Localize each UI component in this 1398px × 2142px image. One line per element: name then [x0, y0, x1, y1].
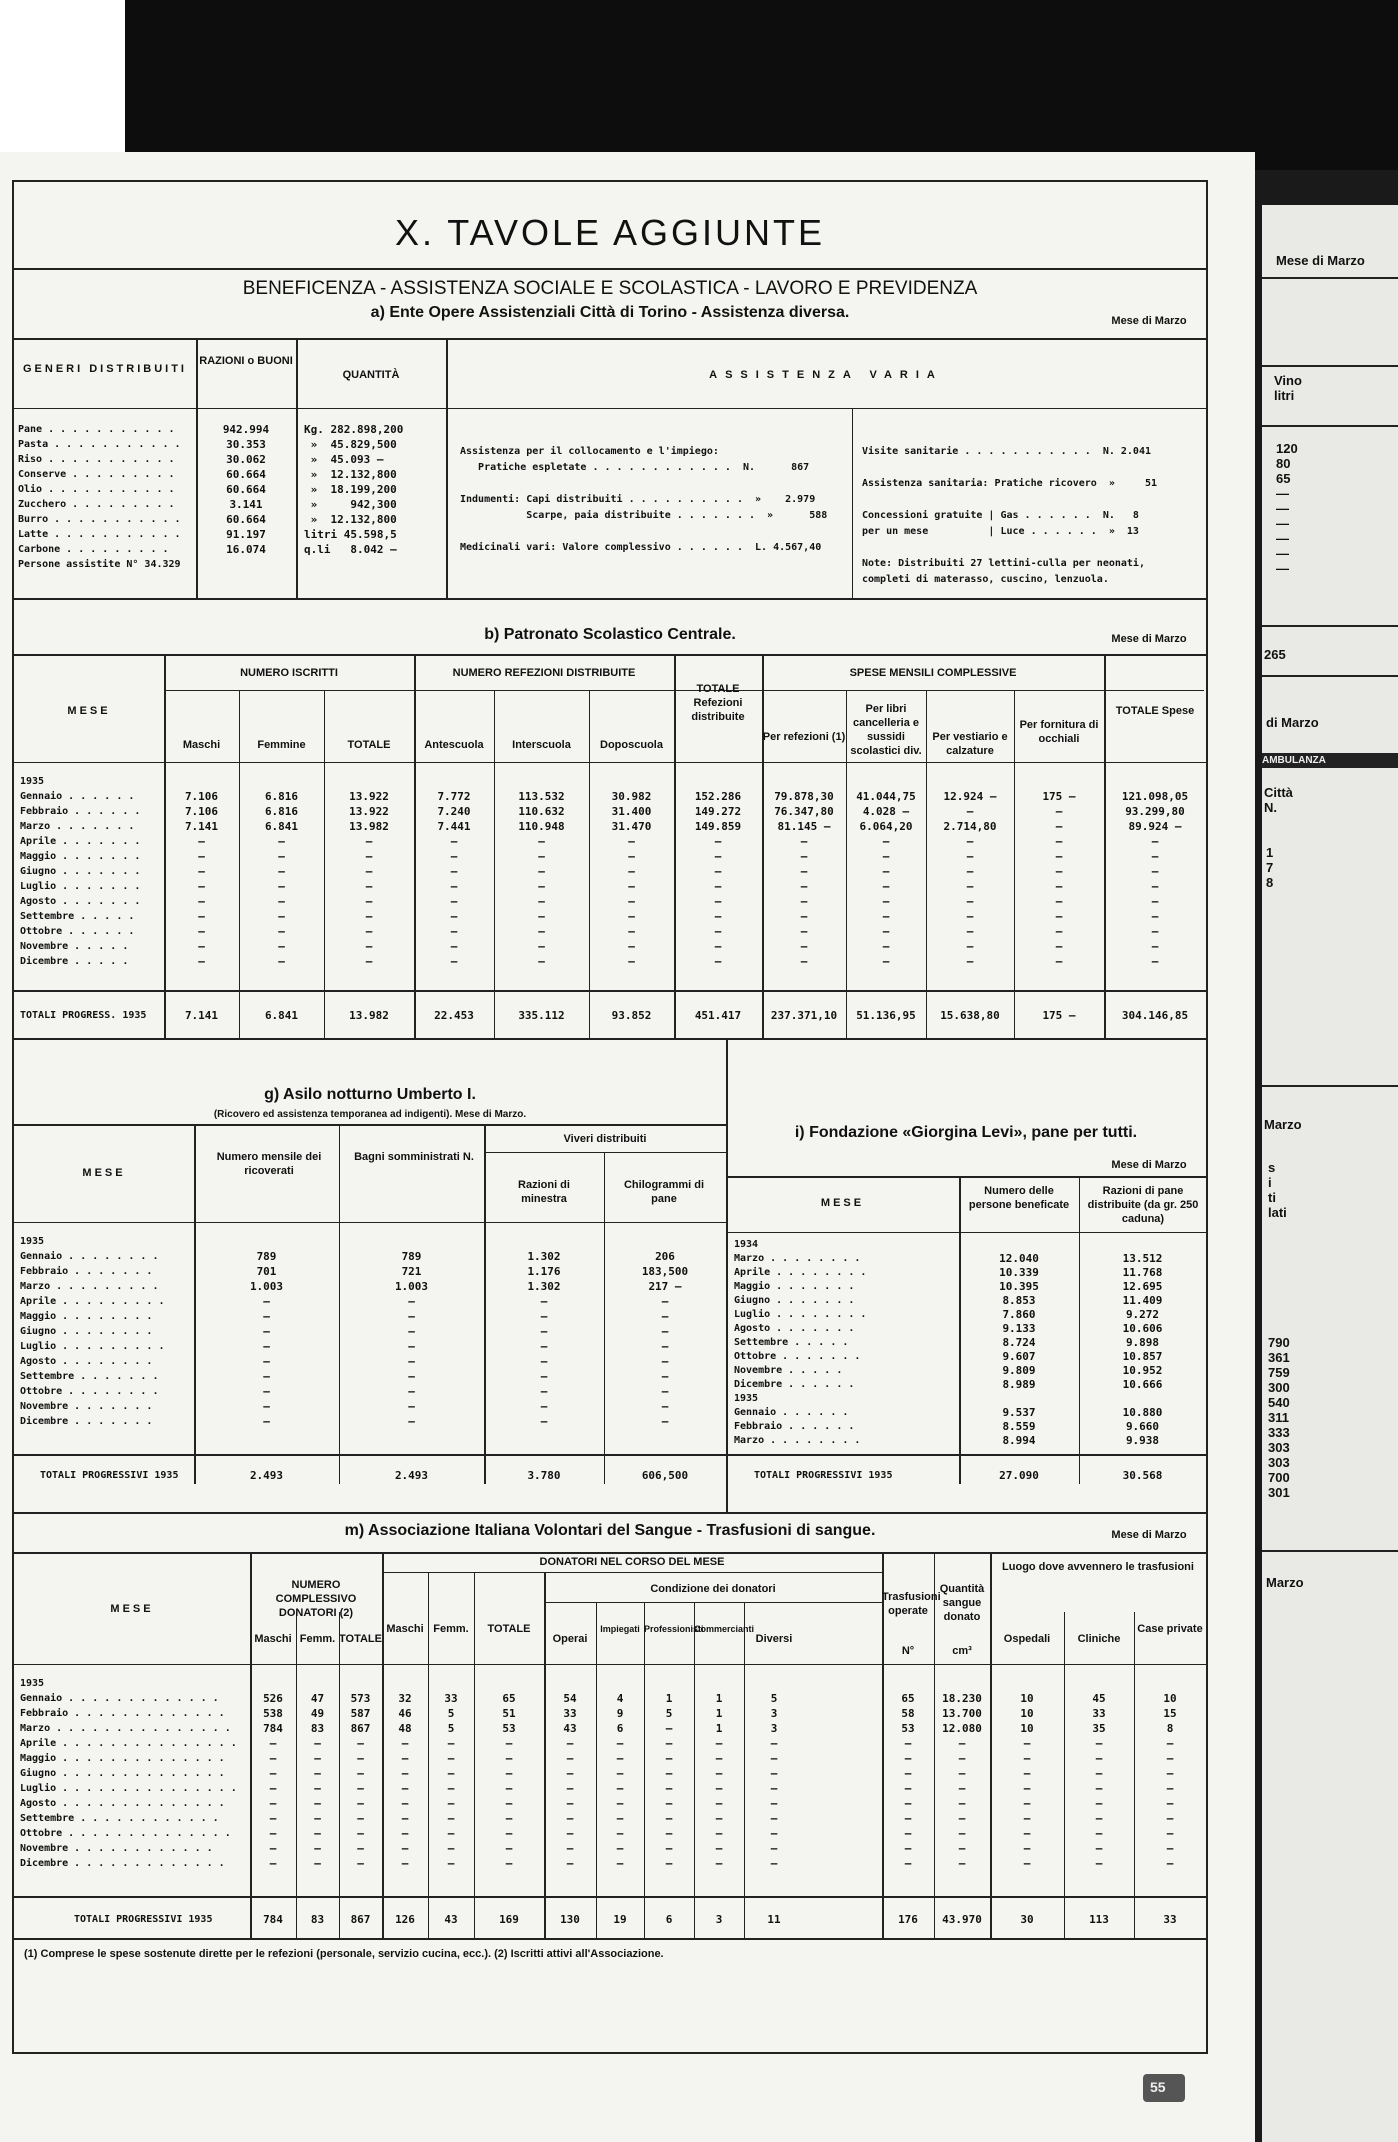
table-rule — [484, 1152, 726, 1153]
facing-page-citta: Città N. — [1264, 785, 1293, 815]
razioni-list: 942.994 30.353 30.062 60.664 60.664 3.141 60.664 91.197 16.074 — [222, 423, 270, 556]
m-header-col: Ospedali — [1003, 1633, 1051, 1645]
m-total-cell: 33 — [1163, 1913, 1177, 1926]
table-rule — [14, 1454, 726, 1456]
m-header-col: Maschi — [386, 1623, 424, 1635]
m-header-trasfusioni: Trasfusioni operate — [882, 1591, 941, 1617]
g-header-pane: Chilogrammi di pane — [623, 1179, 705, 1205]
m-header-mese: MESE — [110, 1603, 154, 1615]
m-total-cell: 867 — [350, 1913, 371, 1926]
m-total-cell: 126 — [395, 1913, 415, 1926]
m-col: 4 9 6 — — — — — — — — — — [616, 1692, 624, 1870]
b-totale-refezioni: 152.286 149.272 149.859 — — — — — — — — — — [694, 790, 742, 968]
b-totale: 13.922 13.922 13.982 — — — — — — — — — — [349, 790, 389, 968]
section-b-month: Mese di Marzo — [1111, 633, 1187, 645]
table-rule — [726, 1232, 1206, 1233]
table-rule — [14, 338, 1206, 340]
m-total-cell: 83 — [310, 1913, 325, 1926]
b-total-cell: 22.453 — [434, 1009, 474, 1022]
m-col: 1 5 — — — — — — — — — — — [665, 1692, 673, 1870]
header-numero-refezioni: NUMERO REFEZIONI DISTRIBUITE — [452, 667, 636, 679]
g-total-cell: 2.493 — [249, 1469, 284, 1482]
facing-page-rule — [1262, 365, 1398, 367]
m-total-cell: 19 — [613, 1913, 627, 1926]
g-header-razioni: Razioni di minestra — [518, 1179, 570, 1205]
b-total-cell: 237.371,10 — [770, 1009, 838, 1022]
section-a-month: Mese di Marzo — [1111, 315, 1187, 327]
g-months: 1935 Gennaio . . . . . . . . Febbraio . . . . . . . Marzo . . . . . . . . . Aprile . . . . . . . . . Maggio . . . . . . . . Giugno . . . . . . . . Luglio . . . . . . . . . Agosto . . . . . . . . Settembre . . . . . . . Ottobre . . . . . . . . Novembre . . . . . . . Dicembre . . . . . . . — [20, 1236, 165, 1427]
m-header-col: Professionisti — [644, 1624, 704, 1634]
m-total-cell: 176 — [898, 1913, 918, 1926]
b-total-cell: 6.841 — [264, 1009, 299, 1022]
m-header-col: Femm. — [433, 1623, 469, 1635]
facing-page-vino-label: Vino litri — [1274, 373, 1302, 403]
facing-page-month: Mese di Marzo — [1276, 253, 1365, 268]
facing-page-month-3: Marzo — [1264, 1117, 1302, 1132]
table-rule — [726, 1176, 1206, 1178]
b-maschi: 7.106 7.106 7.141 — — — — — — — — — — [184, 790, 219, 968]
quantita-list: Kg. 282.898,200 » 45.829,500 » 45.093 — » 12.132,800 » 18.199,200 » 942,300 » 12.132,800 litri 45.598,5 q.li 8.042 — — [304, 423, 404, 556]
table-rule — [544, 1602, 882, 1603]
facing-page-month-2: di Marzo — [1266, 715, 1319, 730]
m-header-col: Case private — [1137, 1623, 1203, 1635]
m-col: 1 1 1 — — — — — — — — — — [715, 1692, 723, 1870]
m-header-luogo: Luogo dove avvennero le trasfusioni — [1002, 1561, 1194, 1573]
table-rule — [14, 1938, 1206, 1940]
section-b-title: b) Patronato Scolastico Centrale. — [484, 626, 736, 643]
m-header-col: TOTALE — [339, 1633, 382, 1645]
g-total-cell: 3.780 — [527, 1469, 561, 1482]
m-col: 54 33 43 — — — — — — — — — — [563, 1692, 577, 1870]
m-col: 33 5 5 — — — — — — — — — — [444, 1692, 458, 1870]
table-rule — [14, 654, 1206, 656]
m-months: 1935 Gennaio . . . . . . . . . . . . . Febbraio . . . . . . . . . . . . . Marzo . . . . . . . . . . . . . . . Aprile . . . . . . . . . . . . . . . Maggio . . . . . . . . . . . . . . Giugno . . . . . . . . . . . . . . Luglio . . . . . . . . . . . . . . . Agosto . . . . . . . . . . . . . . Settembre . . . . . . . . . . . . Ottobre . . . . . . . . . . . . . . Novembre . . . . . . . . . . . . Dicembre . . . . . . . . . . . . . — [20, 1678, 237, 1869]
g-bagni: 789 721 1.003 — — — — — — — — — — [394, 1250, 429, 1428]
g-total-cell: 606,500 — [641, 1469, 689, 1482]
header-maschi: Maschi — [182, 739, 221, 751]
i-razioni: 13.512 11.768 12.695 11.409 9.272 10.606 9.898 10.857 10.952 10.666 10.880 9.660 9.938 — [1122, 1252, 1163, 1447]
header-totale: TOTALE — [347, 739, 391, 751]
b-total-cell: 335.112 — [518, 1009, 565, 1022]
m-col: 32 46 48 — — — — — — — — — — [398, 1692, 412, 1870]
b-femmine: 6.816 6.816 6.841 — — — — — — — — — — [264, 790, 299, 968]
b-total-cell: 51.136,95 — [856, 1009, 916, 1022]
b-interscuola: 113.532 110.632 110.948 — — — — — — — — — — [518, 790, 565, 968]
document-page — [0, 152, 1255, 2142]
assistenza-varia-left: Assistenza per il collocamento e l'impiego: Pratiche espletate . . . . . . . . . . . . N. 867 Indumenti: Capi distribuiti . . . . . . . . . . » 2.979 Scarpe, paia distribuite . . . . . . . » 588 Medicinali vari: Valore complessivo . . . . . . L. 4.567,40 — [460, 446, 828, 553]
facing-page-total: 265 — [1264, 647, 1286, 662]
scan-background — [0, 0, 1398, 170]
facing-page-values-3: 790 361 759 300 540 311 333 303 303 700 301 — [1268, 1335, 1290, 1500]
b-totals-label: TOTALI PROGRESS. 1935 — [20, 1010, 147, 1021]
b-spese-libri: 41.044,75 4.028 — 6.064,20 — — — — — — — — — — [856, 790, 916, 968]
table-rule — [14, 1512, 1206, 1514]
title-rule — [14, 268, 1206, 270]
section-m-title: m) Associazione Italiana Volontari del Sangue - Trasfusioni di sangue. — [344, 1522, 876, 1539]
section-i-month: Mese di Marzo — [1111, 1159, 1187, 1171]
table-rule — [14, 408, 1206, 409]
m-header-col: Cliniche — [1077, 1633, 1121, 1645]
i-header-persone: Numero delle persone beneficate — [968, 1185, 1070, 1211]
m-header-condizione: Condizione dei donatori — [650, 1583, 776, 1595]
m-header-complessivo: NUMERO COMPLESSIVO DONATORI (2) — [275, 1579, 357, 1619]
b-total-cell: 7.141 — [184, 1009, 219, 1022]
facing-page-ambulanza: AMBULANZA — [1262, 753, 1398, 768]
i-persone: 12.040 10.339 10.395 8.853 7.860 9.133 8.724 9.607 9.809 8.989 9.537 8.559 8.994 — [999, 1252, 1039, 1447]
facing-page-values-2: 1 7 8 — [1266, 845, 1274, 890]
m-col: 65 58 53 — — — — — — — — — — [901, 1692, 915, 1870]
header-doposcuola: Doposcuola — [600, 739, 663, 751]
m-total-cell: 130 — [560, 1913, 580, 1926]
scan-margin — [0, 0, 125, 165]
facing-page-rule — [1262, 1085, 1398, 1087]
generi-list: Pane . . . . . . . . . . . Pasta . . . . . . . . . . . Riso . . . . . . . . . . . Conserve . . . . . . . . . Olio . . . . . . . . . . . Zucchero . . . . . . . . . Burro . . . . . . . . . . . Latte . . . . . . . . . . . Carbone . . . . . . . . . Persone assistite N° 34.329 — [18, 424, 181, 570]
header-totale-spese: TOTALE Spese — [1115, 705, 1195, 717]
facing-page-rule — [1262, 1550, 1398, 1552]
table-rule — [14, 1664, 1206, 1665]
i-header-razioni: Razioni di pane distribuite (da gr. 250 caduna) — [1087, 1185, 1199, 1225]
i-total-cell: 27.090 — [999, 1469, 1039, 1482]
m-total-cell: 30 — [1020, 1913, 1034, 1926]
section-a-title: a) Ente Opere Assistenziali Città di Torino - Assistenza diversa. — [370, 304, 850, 321]
footnotes: (1) Comprese le spese sostenute dirette per le refezioni (personale, servizio cucina, ecc.). (2) Iscritti attivi all'Associazione. — [24, 1948, 664, 1960]
m-header-col: Commercianti — [694, 1624, 755, 1634]
section-g-title: g) Asilo notturno Umberto I. — [264, 1086, 476, 1103]
m-total-cell: 113 — [1089, 1913, 1109, 1926]
facing-page-values: 120 80 65 — — — — — — — [1276, 441, 1298, 576]
g-header-ricoverati: Numero mensile dei ricoverati — [216, 1151, 322, 1177]
b-total-cell: 175 — — [1042, 1009, 1076, 1022]
header-assistenza-varia: ASSISTENZA VARIA — [709, 369, 943, 381]
section-g-subtitle: (Ricovero ed assistenza temporanea ad indigenti). Mese di Marzo. — [213, 1109, 527, 1120]
header-spese-mensili: SPESE MENSILI COMPLESSIVE — [849, 667, 1017, 679]
header-razioni: RAZIONI o BUONI — [199, 355, 293, 367]
header-quantita: QUANTITÀ — [342, 369, 400, 381]
m-col: 65 51 53 — — — — — — — — — — [502, 1692, 516, 1870]
m-col: 526 538 784 — — — — — — — — — — [263, 1692, 283, 1870]
m-col: 18.230 13.700 12.080 — — — — — — — — — — [942, 1692, 982, 1870]
assistenza-varia-right: Visite sanitarie . . . . . . . . . . . N. 2.041 Assistenza sanitaria: Pratiche ricovero » 51 Concessioni gratuite | Gas . . . . . . N. 8 per un mese | Luce . . . . . . » 13 Note: Distribuiti 27 lettini-culla per neonati, completi di materasso, cuscino, lenzuola. — [862, 446, 1158, 585]
b-spese-refezioni: 79.878,30 76.347,80 81.145 — — — — — — — — — — — [774, 790, 834, 968]
header-per-refezioni: Per refezioni (1) — [762, 731, 846, 743]
header-femmine: Femmine — [257, 739, 306, 751]
m-header-col: Impiegati — [600, 1624, 640, 1634]
page-frame — [12, 180, 1208, 2054]
facing-page-fragment — [1262, 205, 1398, 2142]
facing-page-labels: s i ti lati — [1268, 1160, 1287, 1220]
m-col: 45 33 35 — — — — — — — — — — [1092, 1692, 1106, 1870]
b-spese-occhiali: 175 — — — — — — — — — — — — — [1042, 790, 1076, 968]
table-rule — [14, 1552, 1206, 1554]
m-total-cell: 784 — [263, 1913, 283, 1926]
m-total-cell: 6 — [665, 1913, 673, 1926]
facing-page-rule — [1262, 625, 1398, 627]
header-mese: MESE — [67, 705, 111, 717]
page-title: X. TAVOLE AGGIUNTE — [394, 212, 826, 253]
i-header-mese: MESE — [820, 1197, 865, 1209]
m-col: 5 3 3 — — — — — — — — — — [770, 1692, 778, 1870]
m-header-quantita: Quantità sangue donato — [939, 1583, 985, 1623]
b-total-cell: 93.852 — [611, 1009, 652, 1022]
header-numero-iscritti: NUMERO ISCRITTI — [240, 667, 338, 679]
g-header-viveri: Viveri distribuiti — [563, 1133, 647, 1145]
m-header-col: Femm. — [299, 1633, 336, 1645]
table-rule — [14, 598, 1206, 600]
b-total-cell: 13.982 — [349, 1009, 389, 1022]
m-total-cell: 11 — [767, 1913, 781, 1926]
header-antescuola: Antescuola — [424, 739, 484, 751]
header-generi: GENERI DISTRIBUITI — [22, 363, 187, 375]
g-pane: 206 183,500 217 — — — — — — — — — — — [641, 1250, 689, 1428]
table-divider — [852, 408, 853, 598]
main-heading: BENEFICENZA - ASSISTENZA SOCIALE E SCOLASTICA - LAVORO E PREVIDENZA — [242, 278, 978, 299]
m-col: 573 587 867 — — — — — — — — — — [350, 1692, 371, 1870]
m-totals-label: TOTALI PROGRESSIVI 1935 — [74, 1914, 213, 1925]
facing-page-month-4: Marzo — [1266, 1575, 1304, 1590]
facing-page-rule — [1262, 277, 1398, 279]
m-header-col: N° — [901, 1645, 915, 1657]
header-totale-refezioni: TOTALE Refezioni distribuite — [691, 683, 745, 723]
table-rule — [726, 1454, 1206, 1456]
b-spese-vestiario: 12.924 — — 2.714,80 — — — — — — — — — — [943, 790, 997, 968]
section-i-title: i) Fondazione «Giorgina Levi», pane per tutti. — [794, 1124, 1138, 1141]
m-header-col: Operai — [552, 1633, 588, 1645]
m-col: 10 10 10 — — — — — — — — — — [1020, 1692, 1034, 1870]
table-rule — [14, 1896, 1206, 1898]
m-header-col: Diversi — [755, 1633, 793, 1645]
section-divider — [726, 1038, 728, 1512]
m-col: 47 49 83 — — — — — — — — — — [310, 1692, 325, 1870]
b-total-cell: 451.417 — [694, 1009, 742, 1022]
b-total-cell: 15.638,80 — [940, 1009, 1000, 1022]
m-col: 10 15 8 — — — — — — — — — — [1163, 1692, 1177, 1870]
table-rule — [14, 990, 1206, 992]
page-number: 55 — [1150, 2079, 1166, 2095]
b-totale-spese: 121.098,05 93.299,80 89.924 — — — — — — — — — — — [1121, 790, 1189, 968]
g-totals-label: TOTALI PROGRESSIVI 1935 — [40, 1470, 179, 1481]
b-doposcuola: 30.982 31.400 31.470 — — — — — — — — — — [611, 790, 652, 968]
m-total-cell: 3 — [715, 1913, 723, 1926]
b-months: 1935 Gennaio . . . . . . Febbraio . . . . . . Marzo . . . . . . . Aprile . . . . . . . Maggio . . . . . . . Giugno . . . . . . . Luglio . . . . . . . Agosto . . . . . . . Settembre . . . . . Ottobre . . . . . . Novembre . . . . . Dicembre . . . . . — [20, 776, 141, 967]
m-header-col: Maschi — [254, 1633, 292, 1645]
g-header-bagni: Bagni somministrati N. — [354, 1151, 474, 1163]
i-totals-label: TOTALI PROGRESSIVI 1935 — [754, 1470, 893, 1481]
facing-page-rule — [1262, 425, 1398, 427]
table-rule — [14, 1222, 726, 1223]
m-header-col: cm³ — [952, 1645, 972, 1657]
table-rule — [382, 1572, 882, 1573]
table-rule — [14, 1038, 1206, 1040]
g-ricoverati: 789 701 1.003 — — — — — — — — — — [249, 1250, 284, 1428]
header-interscuola: Interscuola — [512, 739, 571, 751]
header-per-vestiario: Per vestiario e calzature — [932, 731, 1008, 757]
table-rule — [14, 762, 1206, 763]
b-antescuola: 7.772 7.240 7.441 — — — — — — — — — — [437, 790, 471, 968]
section-m-month: Mese di Marzo — [1111, 1529, 1187, 1541]
g-total-cell: 2.493 — [394, 1469, 429, 1482]
table-rule — [14, 1124, 726, 1126]
facing-page-rule — [1262, 675, 1398, 677]
m-header-donatori-mese: DONATORI NEL CORSO DEL MESE — [539, 1556, 725, 1568]
i-months: 1934 Marzo . . . . . . . . Aprile . . . . . . . . Maggio . . . . . . . Giugno . . . . . . . Luglio . . . . . . . . Agosto . . . . . . . Settembre . . . . . Ottobre . . . . . . . Novembre . . . . . Dicembre . . . . . . 1935 Gennaio . . . . . . Febbraio . . . . . . Marzo . . . . . . . . — [734, 1239, 867, 1446]
i-total-cell: 30.568 — [1122, 1469, 1163, 1482]
m-header-col: TOTALE — [487, 1623, 531, 1635]
header-per-libri: Per libri cancelleria e sussidi scolastici div. — [850, 703, 922, 757]
header-per-occhiali: Per fornitura di occhiali — [1019, 719, 1099, 745]
g-header-mese: MESE — [82, 1167, 126, 1179]
m-total-cell: 43 — [444, 1913, 458, 1926]
b-total-cell: 304.146,85 — [1121, 1009, 1189, 1022]
m-total-cell: 43.970 — [942, 1913, 982, 1926]
g-razioni: 1.302 1.176 1.302 — — — — — — — — — — [527, 1250, 561, 1428]
m-total-cell: 169 — [499, 1913, 519, 1926]
